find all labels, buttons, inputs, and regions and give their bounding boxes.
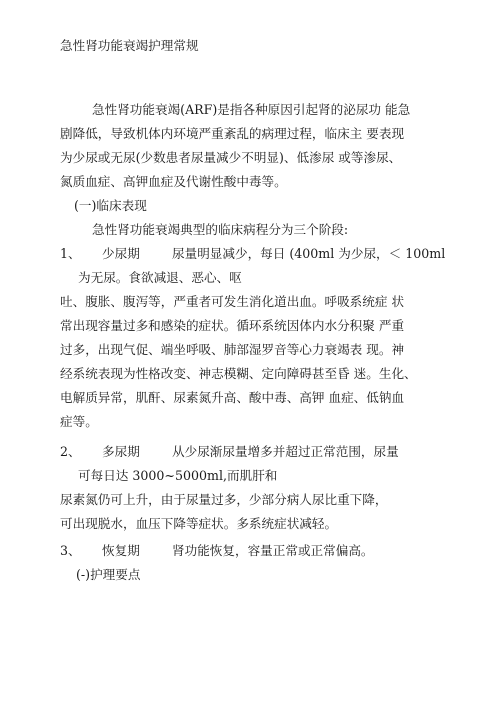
stage-1-term: 少尿期 — [102, 246, 140, 261]
stage-3-line — [60, 543, 374, 559]
stage-3-text: 肾功能恢复，容量正常或正常偏高。 — [172, 543, 374, 558]
document-title: 急性肾功能衰竭护理常规 — [60, 38, 199, 53]
stage-1-number: 1、 — [60, 246, 81, 261]
section-heading-nursing: (-)护理要点 — [76, 567, 141, 582]
stage-1-continuation: 为无尿。食欲减退、恶心、呕 — [78, 270, 242, 285]
intro-line: 急性肾功能衰竭(ARF)是指各种原因引起肾的泌尿功 能急 — [92, 102, 411, 117]
intro-line: 为少尿或无尿(少数患者尿量减少不明显)、低渗尿 或等渗尿、 — [60, 150, 402, 165]
stage-2-body-line: 尿素氮仍可上升，由于尿量过多，少部分病人尿比重下降， — [60, 492, 388, 507]
stage-1-body-line: 过多，出现气促、端坐呼吸、肺部湿罗音等心力衰竭表 现。神 — [60, 342, 405, 357]
stage-3-number: 3、 — [60, 543, 81, 558]
stage-1-body-line: 电解质异常，肌酐、尿素氮升高、酸中毒、高钾 血症、低钠血 — [60, 390, 405, 405]
stage-2-term: 多尿期 — [102, 444, 140, 459]
stage-2-text: 从少尿渐尿量增多并超过正常范围，尿量 — [172, 444, 399, 459]
stage-2-line — [60, 444, 399, 460]
stage-2-number: 2、 — [60, 444, 81, 459]
stage-1-body-line: 吐、腹胀、腹泻等，严重者可发生消化道出血。呼吸系统症 状 — [60, 294, 405, 309]
intro-line: 氮质血症、高钾血症及代谢性酸中毒等。 — [60, 174, 287, 189]
stage-1-body-line: 症等。 — [60, 414, 98, 429]
stage-1-text: 尿量明显减少，每日 (400ml 为少尿，＜ 100ml — [172, 246, 446, 261]
intro-line: 剧降低，导致机体内环境严重紊乱的病理过程，临床主 要表现 — [60, 126, 405, 141]
stage-1-body-line: 经系统表现为性格改变、神志模糊、定向障碍甚至昏 迷。生化、 — [60, 366, 417, 381]
section-heading-clinical: (一)临床表现 — [74, 198, 147, 213]
stage-1-body-line: 常出现容量过多和感染的症状。循环系统因体内水分积聚 严重 — [60, 318, 405, 333]
stage-3-term: 恢复期 — [102, 543, 140, 558]
section-intro: 急性肾功能衰竭典型的临床病程分为三个阶段: — [92, 222, 349, 237]
stage-2-body-line: 可出现脱水，血压下降等症状。多系统症状减轻。 — [60, 516, 338, 531]
stage-2-continuation: 可每日达 3000~5000ml,而肌肝和 — [78, 468, 278, 483]
stage-1-line — [60, 246, 445, 262]
